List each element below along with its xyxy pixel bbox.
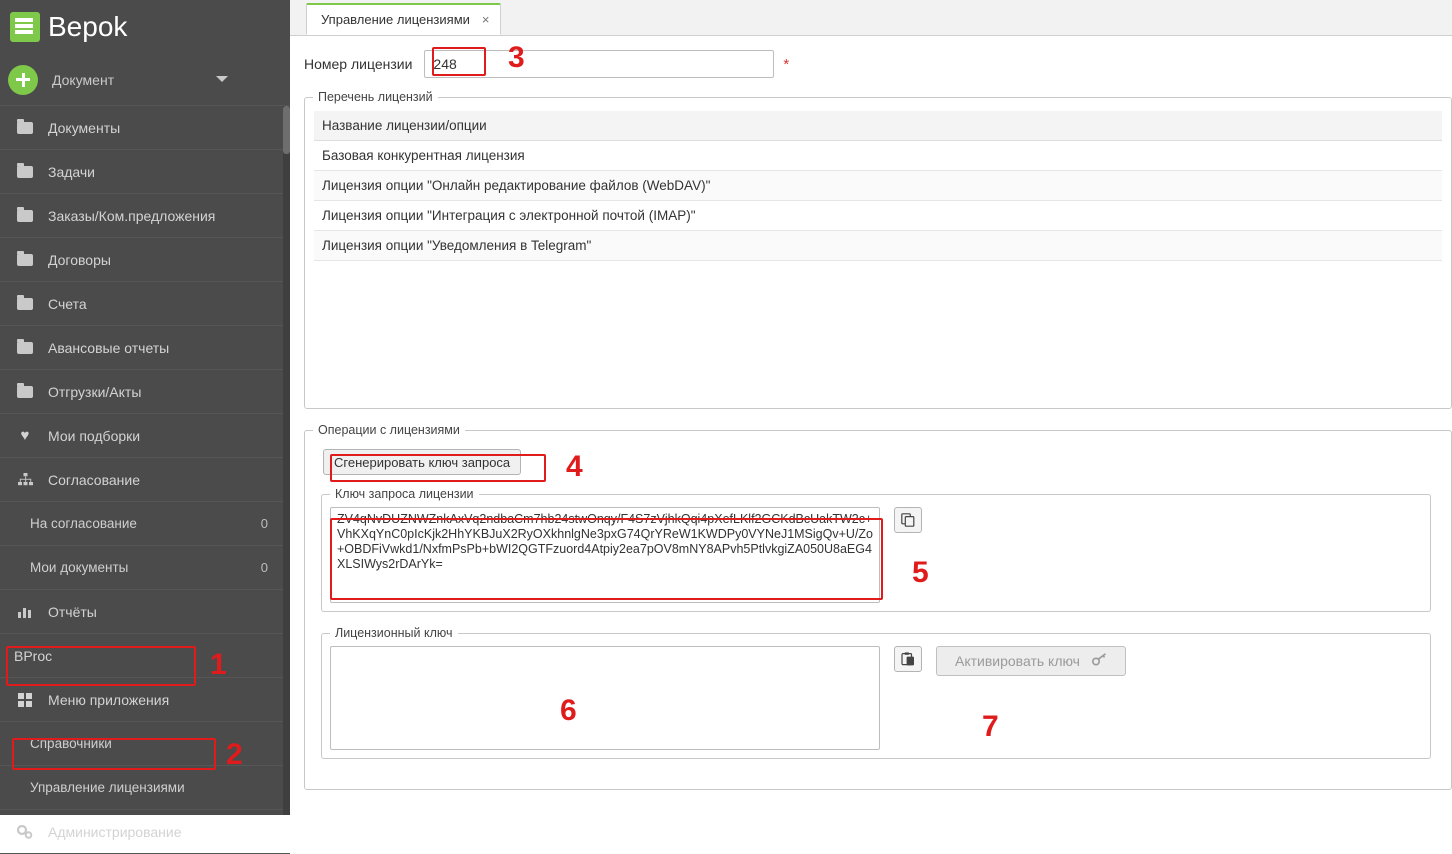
sidebar-item-directories[interactable] — [0, 722, 290, 766]
table-header-row — [314, 111, 1442, 141]
sidebar-item-badge: 0 — [260, 560, 268, 575]
hierarchy-icon — [14, 473, 36, 486]
folder-icon — [14, 386, 36, 398]
request-key-fieldset — [321, 487, 1431, 612]
sidebar-item-bproc[interactable] — [0, 634, 290, 681]
sidebar-item-for-approval[interactable] — [0, 502, 290, 546]
folder-icon — [14, 342, 36, 354]
heart-icon: ♥ — [20, 427, 30, 444]
annotation-number-1: 1 — [210, 648, 227, 681]
key-icon — [1092, 653, 1107, 669]
sidebar-scrollbar[interactable] — [283, 106, 290, 815]
required-marker: * — [783, 55, 790, 73]
main-panel — [290, 0, 1452, 815]
license-table — [314, 111, 1442, 261]
sidebar-item-shipments[interactable] — [0, 370, 290, 414]
sidebar-item-contracts[interactable] — [0, 238, 290, 282]
sidebar-item-label: Заказы/Ком.предложения — [48, 207, 216, 224]
license-key-fieldset — [321, 626, 1431, 759]
sidebar-item-license-management[interactable] — [0, 766, 290, 810]
logo-icon — [10, 12, 40, 42]
license-number-input[interactable] — [424, 50, 774, 78]
grid-icon-svg — [18, 693, 32, 707]
license-number-label: Номер лицензии — [304, 56, 413, 72]
table-row[interactable] — [314, 171, 1442, 201]
table-row[interactable] — [314, 231, 1442, 261]
request-key-textarea[interactable] — [330, 507, 880, 603]
sidebar-item-label: Управление лицензиями — [30, 780, 185, 795]
generate-request-key-button[interactable]: Сгенерировать ключ запроса — [323, 449, 521, 475]
chart-icon — [14, 606, 36, 618]
request-key-area — [330, 507, 1422, 603]
sidebar-item-label: Задачи — [48, 163, 96, 180]
tab-bar — [290, 0, 1452, 36]
column-header-name[interactable]: Название лицензии/опции — [314, 111, 1442, 141]
plus-icon[interactable] — [8, 65, 38, 95]
annotation-number-2: 2 — [226, 738, 243, 771]
sidebar-nav — [0, 106, 290, 854]
sidebar — [0, 0, 290, 840]
close-icon[interactable]: × — [481, 12, 490, 27]
sidebar-item-app-menu[interactable] — [0, 678, 290, 722]
sidebar-item-badge: 0 — [260, 516, 268, 531]
copy-icon[interactable] — [894, 507, 922, 533]
tab-label: Управление лицензиями — [321, 12, 470, 27]
license-list-fieldset — [304, 90, 1452, 409]
annotation-number-7: 7 — [982, 710, 999, 743]
sidebar-item-administration[interactable] — [0, 810, 290, 854]
operations-fieldset — [304, 423, 1452, 790]
license-list-legend: Перечень лицензий — [318, 90, 433, 104]
sidebar-item-label: Администрирование — [48, 823, 182, 840]
request-key-legend: Ключ запроса лицензии — [335, 487, 474, 501]
grid-icon — [14, 693, 36, 707]
sidebar-item-label: Мои документы — [30, 560, 129, 575]
sidebar-item-label: Отчёты — [48, 603, 97, 620]
table-row[interactable] — [314, 201, 1442, 231]
sidebar-item-documents[interactable] — [0, 106, 290, 150]
brand-logo[interactable] — [0, 0, 290, 54]
copy-icon-svg — [901, 513, 915, 527]
activate-key-label: Активировать ключ — [955, 653, 1080, 669]
license-name-cell: Базовая конкурентная лицензия — [314, 141, 1442, 171]
license-form — [290, 36, 1452, 790]
folder-icon — [14, 298, 36, 310]
annotation-number-4: 4 — [566, 450, 583, 483]
license-key-area — [330, 646, 1422, 750]
sidebar-item-my-collections[interactable] — [0, 414, 290, 458]
sidebar-item-label: Мои подборки — [48, 427, 141, 444]
license-name-cell: Лицензия опции "Онлайн редактирование файлов (WebDAV)" — [314, 171, 1442, 201]
sidebar-item-tasks[interactable] — [0, 150, 290, 194]
sidebar-item-label: Справочники — [30, 736, 112, 751]
operations-legend: Операции с лицензиями — [318, 423, 460, 437]
gears-icon — [14, 825, 36, 839]
tab-license-management[interactable] — [306, 3, 501, 35]
license-number-row — [304, 50, 1452, 78]
sidebar-item-my-documents[interactable] — [0, 546, 290, 590]
paste-icon[interactable] — [894, 646, 922, 672]
chart-icon-svg — [18, 606, 33, 618]
sidebar-item-advance-reports[interactable] — [0, 326, 290, 370]
document-selector-label: Документ — [52, 71, 115, 88]
gears-icon-svg — [17, 825, 33, 839]
generate-button-row — [323, 449, 1443, 475]
hierarchy-icon-svg — [18, 473, 33, 486]
table-row[interactable] — [314, 141, 1442, 171]
brand-name: Bepok — [48, 11, 128, 42]
sidebar-item-label: Договоры — [48, 251, 111, 268]
folder-icon — [14, 166, 36, 178]
sidebar-scrollbar-thumb[interactable] — [283, 106, 290, 154]
sidebar-item-orders[interactable] — [0, 194, 290, 238]
sidebar-item-label: Меню приложения — [48, 691, 170, 708]
key-icon-svg — [1092, 653, 1107, 666]
annotation-number-3: 3 — [508, 41, 525, 74]
license-key-textarea[interactable] — [330, 646, 880, 750]
sidebar-item-label: Авансовые отчеты — [48, 339, 170, 356]
license-key-legend: Лицензионный ключ — [335, 626, 453, 640]
chevron-down-icon[interactable] — [216, 76, 228, 82]
paste-icon-svg — [901, 652, 915, 666]
sidebar-item-label: BProc — [14, 647, 53, 664]
license-list-table-wrap[interactable] — [313, 110, 1443, 400]
folder-icon — [14, 210, 36, 222]
sidebar-item-label: Документы — [48, 119, 121, 136]
annotation-number-6: 6 — [560, 694, 577, 727]
folder-icon — [14, 254, 36, 266]
annotation-number-5: 5 — [912, 556, 929, 589]
sidebar-item-invoices[interactable] — [0, 282, 290, 326]
document-create-selector[interactable] — [0, 54, 290, 106]
license-name-cell: Лицензия опции "Интеграция с электронной почтой (IMAP)" — [314, 201, 1442, 231]
sidebar-item-label: Согласование — [48, 471, 140, 488]
sidebar-item-label: Счета — [48, 295, 87, 312]
sidebar-item-approval[interactable] — [0, 458, 290, 502]
license-name-cell: Лицензия опции "Уведомления в Telegram" — [314, 231, 1442, 261]
sidebar-item-label: На согласование — [30, 516, 137, 531]
activate-key-button[interactable] — [936, 646, 1126, 676]
sidebar-item-reports[interactable] — [0, 590, 290, 634]
sidebar-item-label: Отгрузки/Акты — [48, 383, 142, 400]
folder-icon — [14, 122, 36, 134]
